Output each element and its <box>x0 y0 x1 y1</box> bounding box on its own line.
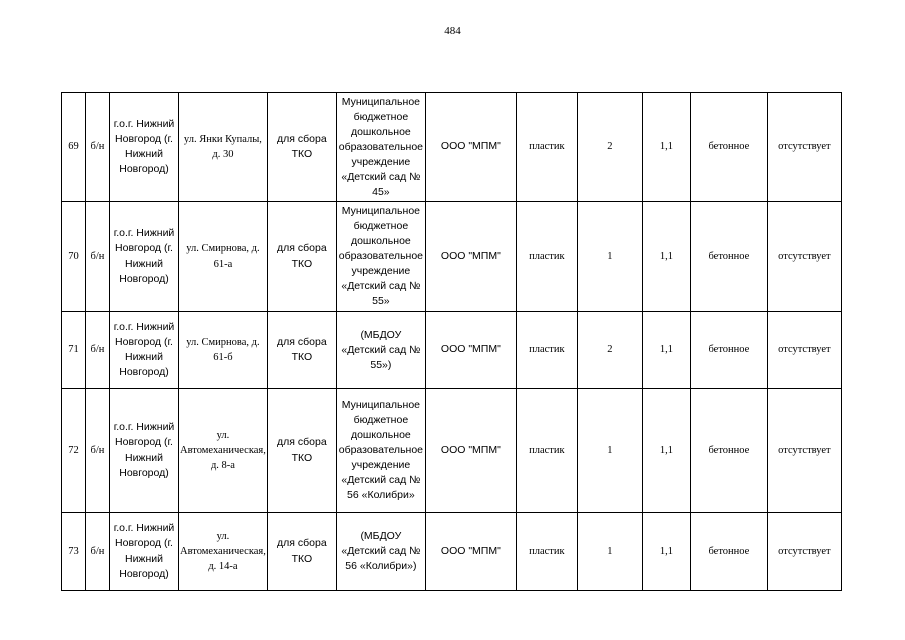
container-material-cell: пластик <box>516 202 577 312</box>
table-row <box>62 202 842 312</box>
container-count-cell: 1 <box>577 513 642 591</box>
surface-type-cell: бетонное <box>690 202 767 312</box>
container-count-cell: 1 <box>577 202 642 312</box>
operator-cell: ООО "МПМ" <box>425 389 516 513</box>
operator-cell: ООО "МПМ" <box>425 513 516 591</box>
territory-cell: г.о.г. Нижний Новгород (г. Нижний Новгород) <box>110 513 179 591</box>
purpose-cell: для сбора ТКО <box>267 202 336 312</box>
container-material-cell: пластик <box>516 312 577 389</box>
purpose-cell: для сбора ТКО <box>267 513 336 591</box>
territory-cell: г.о.г. Нижний Новгород (г. Нижний Новгород) <box>110 312 179 389</box>
registry-number-cell: б/н <box>86 513 110 591</box>
owner-cell: Муниципальное бюджетное дошкольное образовательное учреждение «Детский сад № 56 «Колибри» <box>336 389 425 513</box>
address-cell: ул. Смирнова, д. 61-а <box>179 202 268 312</box>
container-count-cell: 1 <box>577 389 642 513</box>
table-row <box>62 93 842 202</box>
fence-cell: отсутствует <box>767 202 841 312</box>
address-cell: ул. Автомеханическая, д. 8-а <box>179 389 268 513</box>
container-volume-cell: 1,1 <box>642 202 690 312</box>
row-number-cell: 70 <box>62 202 86 312</box>
fence-cell: отсутствует <box>767 93 841 202</box>
registry-number-cell: б/н <box>86 389 110 513</box>
container-volume-cell: 1,1 <box>642 389 690 513</box>
territory-cell: г.о.г. Нижний Новгород (г. Нижний Новгород) <box>110 93 179 202</box>
container-material-cell: пластик <box>516 389 577 513</box>
surface-type-cell: бетонное <box>690 389 767 513</box>
operator-cell: ООО "МПМ" <box>425 93 516 202</box>
table-row <box>62 312 842 389</box>
operator-cell: ООО "МПМ" <box>425 202 516 312</box>
purpose-cell: для сбора ТКО <box>267 312 336 389</box>
registry-number-cell: б/н <box>86 202 110 312</box>
owner-cell: Муниципальное бюджетное дошкольное образовательное учреждение «Детский сад № 45» <box>336 93 425 202</box>
table-row <box>62 389 842 513</box>
purpose-cell: для сбора ТКО <box>267 389 336 513</box>
operator-cell: ООО "МПМ" <box>425 312 516 389</box>
surface-type-cell: бетонное <box>690 513 767 591</box>
container-count-cell: 2 <box>577 312 642 389</box>
owner-cell: (МБДОУ «Детский сад № 56 «Колибри») <box>336 513 425 591</box>
registry-number-cell: б/н <box>86 312 110 389</box>
owner-cell: (МБДОУ «Детский сад № 55») <box>336 312 425 389</box>
container-material-cell: пластик <box>516 93 577 202</box>
page-number: 484 <box>444 25 461 37</box>
territory-cell: г.о.г. Нижний Новгород (г. Нижний Новгород) <box>110 389 179 513</box>
fence-cell: отсутствует <box>767 513 841 591</box>
fence-cell: отсутствует <box>767 389 841 513</box>
row-number-cell: 73 <box>62 513 86 591</box>
owner-cell: Муниципальное бюджетное дошкольное образовательное учреждение «Детский сад № 55» <box>336 202 425 312</box>
row-number-cell: 71 <box>62 312 86 389</box>
surface-type-cell: бетонное <box>690 312 767 389</box>
address-cell: ул. Янки Купалы, д. 30 <box>179 93 268 202</box>
waste-site-registry-table <box>61 92 842 591</box>
container-material-cell: пластик <box>516 513 577 591</box>
territory-cell: г.о.г. Нижний Новгород (г. Нижний Новгород) <box>110 202 179 312</box>
container-count-cell: 2 <box>577 93 642 202</box>
row-number-cell: 72 <box>62 389 86 513</box>
container-volume-cell: 1,1 <box>642 93 690 202</box>
surface-type-cell: бетонное <box>690 93 767 202</box>
fence-cell: отсутствует <box>767 312 841 389</box>
purpose-cell: для сбора ТКО <box>267 93 336 202</box>
address-cell: ул. Смирнова, д. 61-б <box>179 312 268 389</box>
container-volume-cell: 1,1 <box>642 513 690 591</box>
table-row <box>62 513 842 591</box>
row-number-cell: 69 <box>62 93 86 202</box>
container-volume-cell: 1,1 <box>642 312 690 389</box>
registry-number-cell: б/н <box>86 93 110 202</box>
address-cell: ул. Автомеханическая, д. 14-а <box>179 513 268 591</box>
